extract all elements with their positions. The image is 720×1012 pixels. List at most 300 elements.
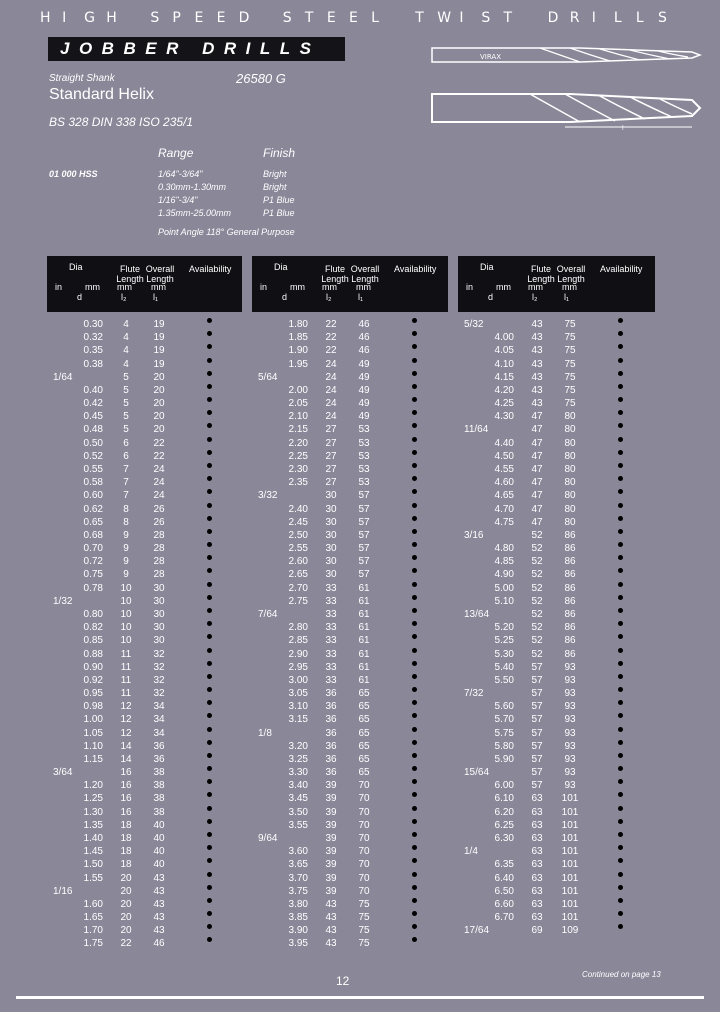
table-row (47, 713, 237, 726)
overall-length: 34 (153, 701, 165, 713)
availability-dot (207, 872, 212, 877)
inch-size: 1/64 (53, 371, 73, 383)
flute-length: 20 (120, 912, 132, 924)
table-row (47, 450, 237, 463)
flute-length: 52 (531, 556, 543, 568)
banner-letter: I (591, 10, 596, 26)
banner-letter: S (658, 10, 667, 26)
banner-letter: P (172, 10, 181, 26)
overall-length: 86 (564, 543, 576, 555)
mm-size: 6.60 (494, 898, 514, 910)
banner-letter: T (304, 10, 314, 26)
mm-header: mm (496, 282, 511, 292)
banner-letter: I (62, 10, 67, 26)
overall-length: 32 (153, 674, 165, 686)
table-row (252, 634, 442, 647)
mm-size: 5.20 (494, 622, 514, 634)
availability-dot (618, 397, 623, 402)
banner-letter: E (216, 10, 226, 26)
overall-length: 53 (358, 437, 370, 449)
mm-size: 6.40 (494, 872, 514, 884)
flute-length: 18 (120, 833, 132, 845)
table-row (458, 806, 648, 819)
mm-size: 3.80 (288, 898, 308, 910)
flute-length: 4 (123, 358, 129, 370)
flute-length: 33 (325, 622, 337, 634)
table-row (47, 753, 237, 766)
table-row (252, 555, 442, 568)
mm-size: 3.45 (288, 793, 308, 805)
availability-dot (618, 819, 623, 824)
table-row (252, 344, 442, 357)
banner-letter: E (349, 10, 358, 26)
flute-length: 5 (123, 398, 129, 410)
flute-length: 7 (123, 477, 129, 489)
flute-length: 9 (123, 569, 129, 581)
overall-length: 75 (564, 384, 576, 396)
mm-size: 4.85 (494, 556, 514, 568)
availability-header: Availability (600, 264, 643, 274)
mm-size: 2.05 (288, 398, 308, 410)
mm-size: 1.10 (83, 740, 103, 752)
availability-dot (207, 542, 212, 547)
overall-length: 28 (153, 556, 165, 568)
mm-size: 0.60 (83, 490, 103, 502)
mm-size: 0.90 (83, 661, 103, 673)
flute-length: 33 (325, 635, 337, 647)
availability-dot (618, 568, 623, 573)
finish-item: P1 Blue (263, 208, 295, 218)
flute-length: 52 (531, 569, 543, 581)
availability-dot (207, 463, 212, 468)
overall-length: 46 (358, 345, 370, 357)
mm-size: 0.80 (83, 608, 103, 620)
overall-length: 36 (153, 740, 165, 752)
table-row (252, 845, 442, 858)
overall-length: 57 (358, 503, 370, 515)
flute-length: 39 (325, 846, 337, 858)
overall-length: 70 (358, 846, 370, 858)
flute-length: 36 (325, 701, 337, 713)
table-row (47, 806, 237, 819)
table-row (252, 463, 442, 476)
availability-dot (618, 713, 623, 718)
banner-letter: L (635, 10, 644, 26)
table-row (47, 674, 237, 687)
flute-length: 33 (325, 648, 337, 660)
overall-unit: mm (562, 282, 577, 292)
overall-symbol: l₁ (153, 292, 159, 302)
table-row (458, 713, 648, 726)
availability-dot (412, 648, 417, 653)
table-row (458, 318, 648, 331)
d-header: d (488, 292, 494, 302)
mm-size: 1.00 (83, 714, 103, 726)
table-row (252, 318, 442, 331)
flute-length: 47 (531, 424, 543, 436)
table-row (458, 555, 648, 568)
mm-size: 4.30 (494, 411, 514, 423)
flute-length: 27 (325, 477, 337, 489)
flute-length: 63 (531, 898, 543, 910)
availability-dot (618, 792, 623, 797)
table-row (252, 542, 442, 555)
mm-size: 0.88 (83, 648, 103, 660)
overall-length: 65 (358, 740, 370, 752)
mm-size: 1.75 (83, 938, 103, 950)
overall-length: 80 (564, 490, 576, 502)
table-row (252, 437, 442, 450)
overall-length: 61 (358, 661, 370, 673)
availability-dot (207, 476, 212, 481)
overall-length: 65 (358, 767, 370, 779)
table-row (252, 476, 442, 489)
availability-dot (618, 634, 623, 639)
table-row (252, 503, 442, 516)
overall-length: 46 (153, 938, 165, 950)
mm-size: 3.95 (288, 938, 308, 950)
availability-dot (207, 437, 212, 442)
flute-length: 43 (531, 345, 543, 357)
range-item: 1.35mm-25.00mm (158, 208, 232, 218)
mm-size: 1.85 (288, 332, 308, 344)
table-row (252, 674, 442, 687)
flute-length: 57 (531, 727, 543, 739)
availability-dot (207, 344, 212, 349)
overall-length: 20 (153, 411, 165, 423)
availability-dot (207, 911, 212, 916)
banner-letter: H (106, 10, 117, 26)
table-row (252, 358, 442, 371)
flute-length: 63 (531, 859, 543, 871)
mm-size: 2.80 (288, 622, 308, 634)
inch-size: 3/32 (258, 490, 278, 502)
flute-length: 47 (531, 477, 543, 489)
overall-length: 80 (564, 424, 576, 436)
mm-size: 3.50 (288, 806, 308, 818)
mm-size: 2.10 (288, 411, 308, 423)
table-row (458, 358, 648, 371)
inch-header: in (466, 282, 474, 292)
flute-length: 63 (531, 819, 543, 831)
mm-size: 2.55 (288, 543, 308, 555)
overall-length: 93 (564, 701, 576, 713)
availability-dot (412, 410, 417, 415)
availability-dot (207, 621, 212, 626)
flute-length: 33 (325, 674, 337, 686)
table-row (47, 687, 237, 700)
overall-length: 57 (358, 529, 370, 541)
mm-size: 0.78 (83, 582, 103, 594)
table-row (47, 937, 237, 950)
overall-length: 86 (564, 635, 576, 647)
helix-type: Standard Helix (49, 86, 154, 103)
table-row (252, 885, 442, 898)
bottom-rule (16, 996, 704, 999)
overall-length: 86 (564, 622, 576, 634)
flute-length: 22 (325, 319, 337, 330)
flute-length-header: Flute Length (527, 264, 555, 284)
availability-dot (412, 358, 417, 363)
overall-length: 86 (564, 608, 576, 620)
availability-dot (618, 489, 623, 494)
table-header-3 (458, 256, 655, 312)
inch-size: 3/64 (53, 767, 73, 779)
overall-length: 49 (358, 384, 370, 396)
table-row (252, 648, 442, 661)
table-row (252, 608, 442, 621)
availability-dot (412, 582, 417, 587)
flute-length: 39 (325, 859, 337, 871)
availability-dot (207, 832, 212, 837)
mm-size: 6.10 (494, 793, 514, 805)
availability-dot (207, 529, 212, 534)
banner-letter: D (547, 10, 559, 26)
mm-size: 0.35 (83, 345, 103, 357)
page-number: 12 (336, 974, 350, 988)
overall-length: 57 (358, 490, 370, 502)
section-title-bar (48, 37, 345, 61)
availability-dot (412, 529, 417, 534)
table-row (47, 476, 237, 489)
availability-header: Availability (394, 264, 437, 274)
mm-size: 1.55 (83, 872, 103, 884)
d-header: d (77, 292, 83, 302)
availability-dot (412, 872, 417, 877)
table-row (47, 924, 237, 937)
availability-dot (618, 476, 623, 481)
availability-dot (412, 608, 417, 613)
flute-length: 39 (325, 872, 337, 884)
mm-size: 3.15 (288, 714, 308, 726)
banner-letter: R (569, 10, 580, 26)
table-row (47, 423, 237, 436)
table-row (47, 766, 237, 779)
overall-length: 61 (358, 608, 370, 620)
mm-size: 2.50 (288, 529, 308, 541)
overall-symbol: l₁ (564, 292, 570, 302)
table-row (47, 661, 237, 674)
availability-dot (412, 634, 417, 639)
flute-length-header: Flute Length (116, 264, 144, 284)
table-row (252, 766, 442, 779)
mm-size: 5.60 (494, 701, 514, 713)
flute-length: 6 (123, 437, 129, 449)
flute-length: 47 (531, 490, 543, 502)
availability-dot (207, 898, 212, 903)
flute-length: 20 (120, 872, 132, 884)
availability-dot (412, 779, 417, 784)
flute-length: 39 (325, 885, 337, 897)
overall-length: 20 (153, 398, 165, 410)
overall-length: 43 (153, 912, 165, 924)
flute-length: 27 (325, 437, 337, 449)
section-title: JOBBER DRILLS (60, 39, 321, 58)
availability-dot (207, 819, 212, 824)
overall-length: 86 (564, 595, 576, 607)
table-row (252, 806, 442, 819)
flute-length: 52 (531, 622, 543, 634)
table-row (458, 924, 648, 937)
flute-length: 39 (325, 780, 337, 792)
overall-length: 61 (358, 674, 370, 686)
flute-length: 4 (123, 345, 129, 357)
availability-dot (412, 845, 417, 850)
overall-length: 86 (564, 582, 576, 594)
flute-length: 12 (120, 727, 132, 739)
table-row (458, 582, 648, 595)
availability-dot (412, 516, 417, 521)
mm-size: 3.70 (288, 872, 308, 884)
flute-length: 11 (120, 648, 132, 660)
mm-size: 3.20 (288, 740, 308, 752)
table-row (252, 872, 442, 885)
banner-letter: I (459, 10, 464, 26)
mm-size: 0.58 (83, 477, 103, 489)
flute-length: 36 (325, 688, 337, 700)
flute-length: 57 (531, 701, 543, 713)
flute-length: 63 (531, 793, 543, 805)
mm-size: 2.65 (288, 569, 308, 581)
overall-length: 75 (358, 938, 370, 950)
mm-size: 3.10 (288, 701, 308, 713)
availability-dot (207, 568, 212, 573)
table-row (458, 608, 648, 621)
mm-size: 2.95 (288, 661, 308, 673)
flute-length: 10 (120, 622, 132, 634)
overall-length: 93 (564, 727, 576, 739)
mm-size: 0.50 (83, 437, 103, 449)
flute-length: 30 (325, 503, 337, 515)
table-row (47, 437, 237, 450)
mm-size: 4.20 (494, 384, 514, 396)
availability-dot (412, 463, 417, 468)
flute-length: 30 (325, 569, 337, 581)
inch-size: 7/32 (464, 688, 484, 700)
flute-length: 16 (120, 793, 132, 805)
flute-length: 5 (123, 371, 129, 383)
mm-size: 3.05 (288, 688, 308, 700)
availability-dot (618, 529, 623, 534)
flute-length: 63 (531, 872, 543, 884)
flute-length: 36 (325, 767, 337, 779)
availability-dot (618, 503, 623, 508)
mm-size: 4.65 (494, 490, 514, 502)
overall-length: 80 (564, 503, 576, 515)
overall-length: 57 (358, 556, 370, 568)
availability-dot (618, 700, 623, 705)
overall-length: 93 (564, 661, 576, 673)
mm-header: mm (85, 282, 100, 292)
flute-length: 30 (325, 556, 337, 568)
table-row (458, 766, 648, 779)
overall-length: 28 (153, 529, 165, 541)
table-row (252, 687, 442, 700)
mm-size: 4.05 (494, 345, 514, 357)
table-row (47, 358, 237, 371)
availability-dot (207, 806, 212, 811)
availability-dot (618, 924, 623, 929)
overall-length: 61 (358, 582, 370, 594)
overall-length: 32 (153, 661, 165, 673)
overall-length: 75 (564, 371, 576, 383)
flute-length: 4 (123, 332, 129, 344)
availability-dot (207, 779, 212, 784)
overall-length: 93 (564, 688, 576, 700)
overall-length: 32 (153, 688, 165, 700)
overall-length: 80 (564, 477, 576, 489)
table-row (252, 489, 442, 502)
overall-length: 65 (358, 688, 370, 700)
availability-dot (412, 397, 417, 402)
overall-length: 80 (564, 437, 576, 449)
table-row (458, 344, 648, 357)
availability-dot (207, 634, 212, 639)
overall-length: 75 (564, 319, 576, 330)
overall-length: 70 (358, 806, 370, 818)
availability-dot (207, 885, 212, 890)
inch-size: 17/64 (464, 925, 490, 937)
overall-length: 101 (561, 819, 579, 831)
availability-dot (412, 753, 417, 758)
overall-length: 49 (358, 358, 370, 370)
overall-length: 75 (358, 898, 370, 910)
availability-dot (207, 503, 212, 508)
availability-dot (412, 661, 417, 666)
availability-dot (412, 806, 417, 811)
availability-dot (618, 911, 623, 916)
availability-dot (207, 516, 212, 521)
table-row (458, 371, 648, 384)
overall-length: 70 (358, 793, 370, 805)
overall-length: 61 (358, 622, 370, 634)
mm-size: 5.00 (494, 582, 514, 594)
flute-length: 10 (120, 608, 132, 620)
availability-dot (207, 766, 212, 771)
banner-letter: S (282, 10, 292, 26)
mm-size: 0.85 (83, 635, 103, 647)
flute-length: 30 (325, 490, 337, 502)
mm-size: 0.32 (83, 332, 103, 344)
mm-size: 2.60 (288, 556, 308, 568)
availability-dot (207, 713, 212, 718)
mm-size: 0.42 (83, 398, 103, 410)
table-row (47, 898, 237, 911)
mm-size: 5.10 (494, 595, 514, 607)
flute-length: 57 (531, 674, 543, 686)
mm-size: 5.40 (494, 661, 514, 673)
flute-symbol: l₂ (326, 292, 332, 302)
availability-dot (207, 792, 212, 797)
table-row (252, 371, 442, 384)
availability-dot (412, 713, 417, 718)
overall-length: 30 (153, 582, 165, 594)
availability-dot (412, 384, 417, 389)
overall-length: 93 (564, 767, 576, 779)
overall-length: 32 (153, 648, 165, 660)
mm-size: 1.25 (83, 793, 103, 805)
mm-size: 4.90 (494, 569, 514, 581)
overall-length: 28 (153, 569, 165, 581)
overall-length: 61 (358, 635, 370, 647)
range-item: 0.30mm-1.30mm (158, 182, 227, 192)
table-row (47, 595, 237, 608)
overall-unit: mm (151, 282, 166, 292)
flute-length: 14 (120, 740, 132, 752)
availability-dot (207, 371, 212, 376)
mm-size: 1.50 (83, 859, 103, 871)
flute-length: 16 (120, 780, 132, 792)
